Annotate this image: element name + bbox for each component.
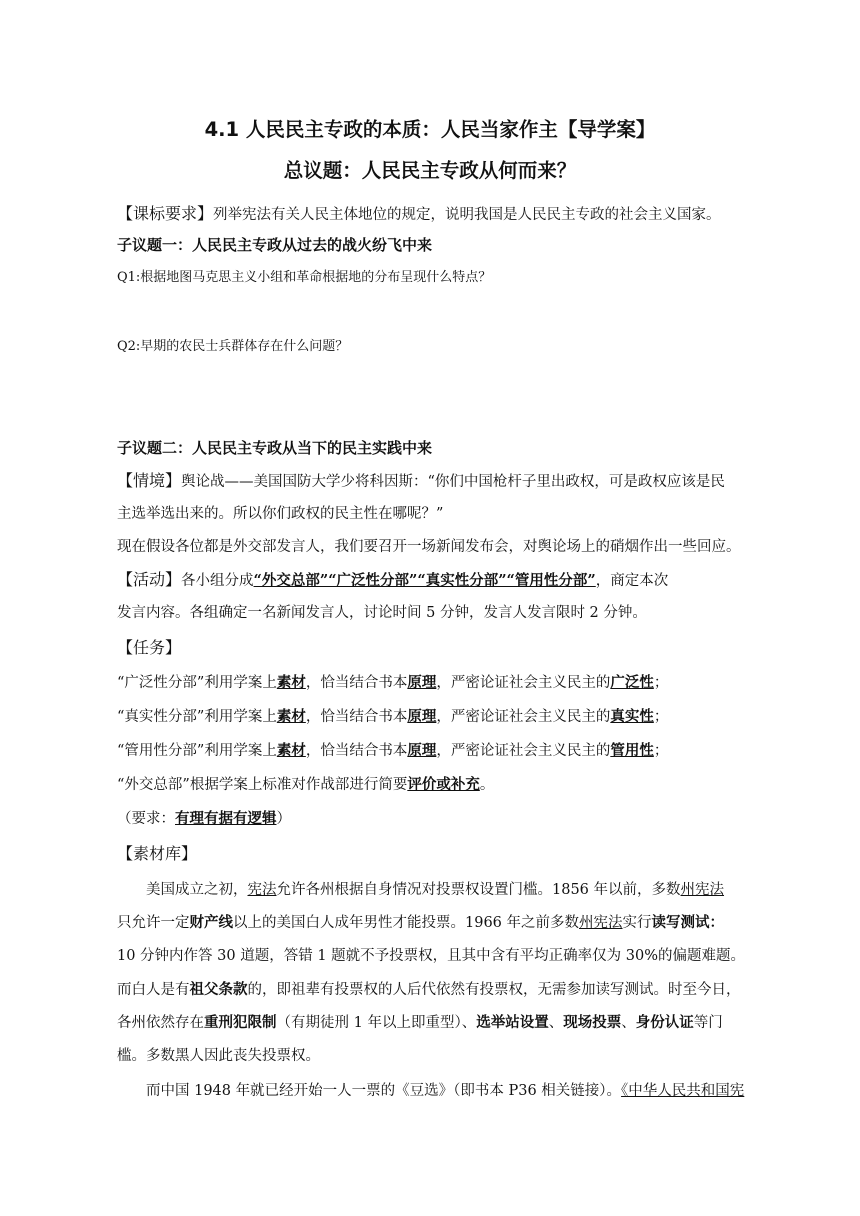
material-text: 而白人是有: [117, 982, 190, 998]
task-3-principle: 原理: [407, 742, 437, 759]
task-1-text-a: “广泛性分部”利用学案上: [117, 675, 277, 691]
material-bold: 重刑犯限制: [204, 1014, 277, 1031]
situation-label: 【情境】: [117, 471, 182, 490]
task-2-text-c: ，恰当结合书本: [305, 709, 408, 725]
material-bold: 财产线: [189, 914, 233, 931]
activity-groups: “外交总部”“广泛性分部”“真实性分部”“管用性分部”: [253, 572, 596, 589]
activity-line-2: 发言内容。各组确定一名新闻发言人，讨论时间 5 分钟，发言人发言限时 2 分钟。: [117, 605, 647, 621]
activity-line-1: [117, 569, 757, 592]
material-underline: 《中华人民共和国宪: [621, 1083, 745, 1099]
topic1-q2: Q2:早期的农民士兵群体存在什么问题？: [117, 339, 349, 354]
activity-label: 【活动】: [117, 570, 182, 589]
task-1-keyword: 广泛性: [610, 674, 654, 691]
task-1-text-c: ，恰当结合书本: [305, 675, 408, 691]
material-line-7: [117, 1080, 786, 1102]
material-text: 允许各州根据自身情况对投票权设置门槛。1856 年以前，多数: [276, 882, 681, 898]
page-subtitle: 总议题：人民民主专政从何而来？: [283, 159, 577, 182]
standard-text: 列举宪法有关人民主体地位的规定，说明我国是人民民主专政的社会主义国家。: [213, 207, 721, 223]
requirement-pre: （要求：: [117, 811, 175, 827]
activity-post: ，商定本次: [595, 573, 669, 589]
activity-pre: 各小组分成: [181, 573, 254, 589]
requirement-line: [117, 808, 757, 830]
task-label: 【任务】: [117, 638, 182, 657]
task-4-keyword: 评价或补充: [407, 776, 480, 793]
task-3-text-a: “管用性分部”利用学案上: [117, 743, 277, 759]
topic1-heading: 子议题一：人民民主专政从过去的战火纷飞中来: [117, 236, 433, 254]
task-2-text-a: “真实性分部”利用学案上: [117, 709, 277, 725]
library-label: 【素材库】: [117, 844, 198, 863]
task-line-2: [117, 706, 757, 728]
material-underline: 宪法: [247, 882, 277, 898]
material-line-1: [117, 879, 786, 901]
task-4-post: 。: [479, 777, 495, 793]
material-text: 只允许一定: [117, 915, 190, 931]
task-2-end: ；: [653, 709, 669, 725]
material-line-6: 槛。多数黑人因此丧失投票权。: [117, 1048, 320, 1064]
material-text: 实行: [622, 915, 652, 931]
task-line-1: [117, 672, 757, 694]
task-line-3: [117, 740, 757, 762]
material-bold: 选举站设置: [476, 1014, 549, 1031]
material-text: 的，即祖辈有投票权的人后代依然有投票权，无需参加读写测试。时至今日，: [247, 982, 741, 998]
task-2-principle: 原理: [407, 708, 437, 725]
task-3-text-e: ，严密论证社会主义民主的: [436, 743, 611, 759]
assume-line: 现在假设各位都是外交部发言人，我们要召开一场新闻发布会，对舆论场上的硝烟作出一些回应。: [117, 539, 741, 555]
requirement-post: ）: [276, 811, 291, 827]
situation-text-1: 舆论战——美国国防大学少将科因斯：“你们中国枪杆子里出政权，可是政权应该是民: [181, 474, 725, 490]
topic1-q1: Q1:根据地图马克思主义小组和革命根据地的分布呈现什么特点？: [117, 270, 492, 285]
material-text: 各州依然存在: [117, 1015, 204, 1031]
task-1-material: 素材: [276, 674, 306, 691]
task-3-text-c: ，恰当结合书本: [305, 743, 408, 759]
task-1-principle: 原理: [407, 674, 437, 691]
material-bold: 身份认证: [635, 1014, 694, 1031]
topic2-heading: 子议题二：人民民主专政从当下的民主实践中来: [117, 439, 433, 457]
task-3-end: ；: [653, 743, 669, 759]
task-1-text-e: ，严密论证社会主义民主的: [436, 675, 611, 691]
task-2-text-e: ，严密论证社会主义民主的: [436, 709, 611, 725]
material-text: 等门: [693, 1015, 723, 1031]
task-3-keyword: 管用性: [610, 742, 654, 759]
task-1-end: ；: [653, 675, 669, 691]
material-bold: 现场投票: [563, 1014, 622, 1031]
material-text: 、: [621, 1015, 636, 1031]
material-line-2: [117, 912, 757, 934]
material-bold: 祖父条款: [189, 981, 248, 998]
situation-line-1: [117, 470, 757, 493]
material-text: 、: [548, 1015, 564, 1031]
task-2-keyword: 真实性: [610, 708, 654, 725]
material-underline: 州宪法: [680, 882, 725, 898]
material-text: 而中国 1948 年就已经开始一人一票的《豆选》（即书本 P36 相关链接）。: [146, 1083, 622, 1099]
material-text: 以上的美国白人成年男性才能投票。1966 年之前多数: [233, 915, 580, 931]
requirement-keyword: 有理有据有逻辑: [175, 810, 277, 827]
task-3-material: 素材: [276, 742, 306, 759]
material-line-4: [117, 979, 757, 1001]
standard-line: [117, 203, 757, 226]
material-bold: 读写测试：: [651, 914, 725, 931]
material-line-3: 10 分钟内作答 30 道题，答错 1 题就不予投票权，且其中含有平均正确率仅为 30%的偏题难题。: [117, 948, 746, 964]
situation-line-2: 主选举选出来的。所以你们政权的民主性在哪呢？”: [117, 506, 444, 522]
material-underline: 州宪法: [579, 915, 623, 931]
material-line-5: [117, 1012, 757, 1034]
task-2-material: 素材: [276, 708, 306, 725]
material-text: （有期徒刑 1 年以上即重型）、: [276, 1015, 477, 1031]
task-4-pre: “外交总部”根据学案上标准对作战部进行简要: [117, 777, 408, 793]
task-line-4: [117, 774, 757, 796]
standard-label: 【课标要求】: [117, 204, 214, 223]
page-title: 4.1 人民民主专政的本质：人民当家作主【导学案】: [204, 118, 656, 141]
material-text: 美国成立之初，: [146, 882, 248, 898]
